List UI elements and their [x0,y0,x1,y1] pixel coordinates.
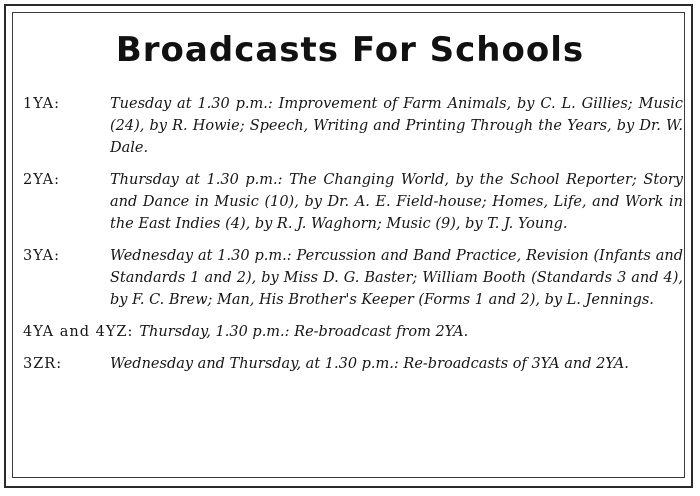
broadcast-entry-4ya-4yz [23,321,683,343]
station-label: 1YA: [23,96,61,112]
station-label: 4YA and 4YZ: [23,324,134,340]
broadcast-entry-3zr [23,353,683,375]
broadcast-text: Wednesday at 1.30 p.m.: Percussion and Band Practice, Revision (Infants and Standards 1 and 2), by Miss D. G. Baster; William Booth (Standards 3 and 4), by F. C. Brew; Man, His Brother's Keeper (Forms 1 and 2), by L. Jennings. [110,248,683,308]
broadcast-text: Wednesday and Thursday, at 1.30 p.m.: Re-broadcasts of 3YA and 2YA. [110,356,629,372]
broadcast-text: Thursday, 1.30 p.m.: Re-broadcast from 2YA. [139,324,469,340]
station-label: 2YA: [23,172,61,188]
station-label: 3ZR: [23,356,63,372]
broadcast-entry-2ya [23,169,683,235]
broadcast-text: Tuesday at 1.30 p.m.: Improvement of Farm Animals, by C. L. Gillies; Music (24), by R. Howie; Speech, Writing and Printing Through the Years, by Dr. W. Dale. [110,96,683,156]
broadcast-text: Thursday at 1.30 p.m.: The Changing World, by the School Reporter; Story and Dance in Music (10), by Dr. A. E. Field-house; Homes, Life, and Work in the East Indies (4), by R. J. Waghorn; Music (9), by T. J. Young. [110,172,683,232]
broadcast-entry-1ya [23,93,683,159]
page-title: Broadcasts For Schools [115,30,585,70]
station-label: 3YA: [23,248,61,264]
broadcast-entry-3ya [23,245,683,311]
broadcast-list [23,93,683,375]
